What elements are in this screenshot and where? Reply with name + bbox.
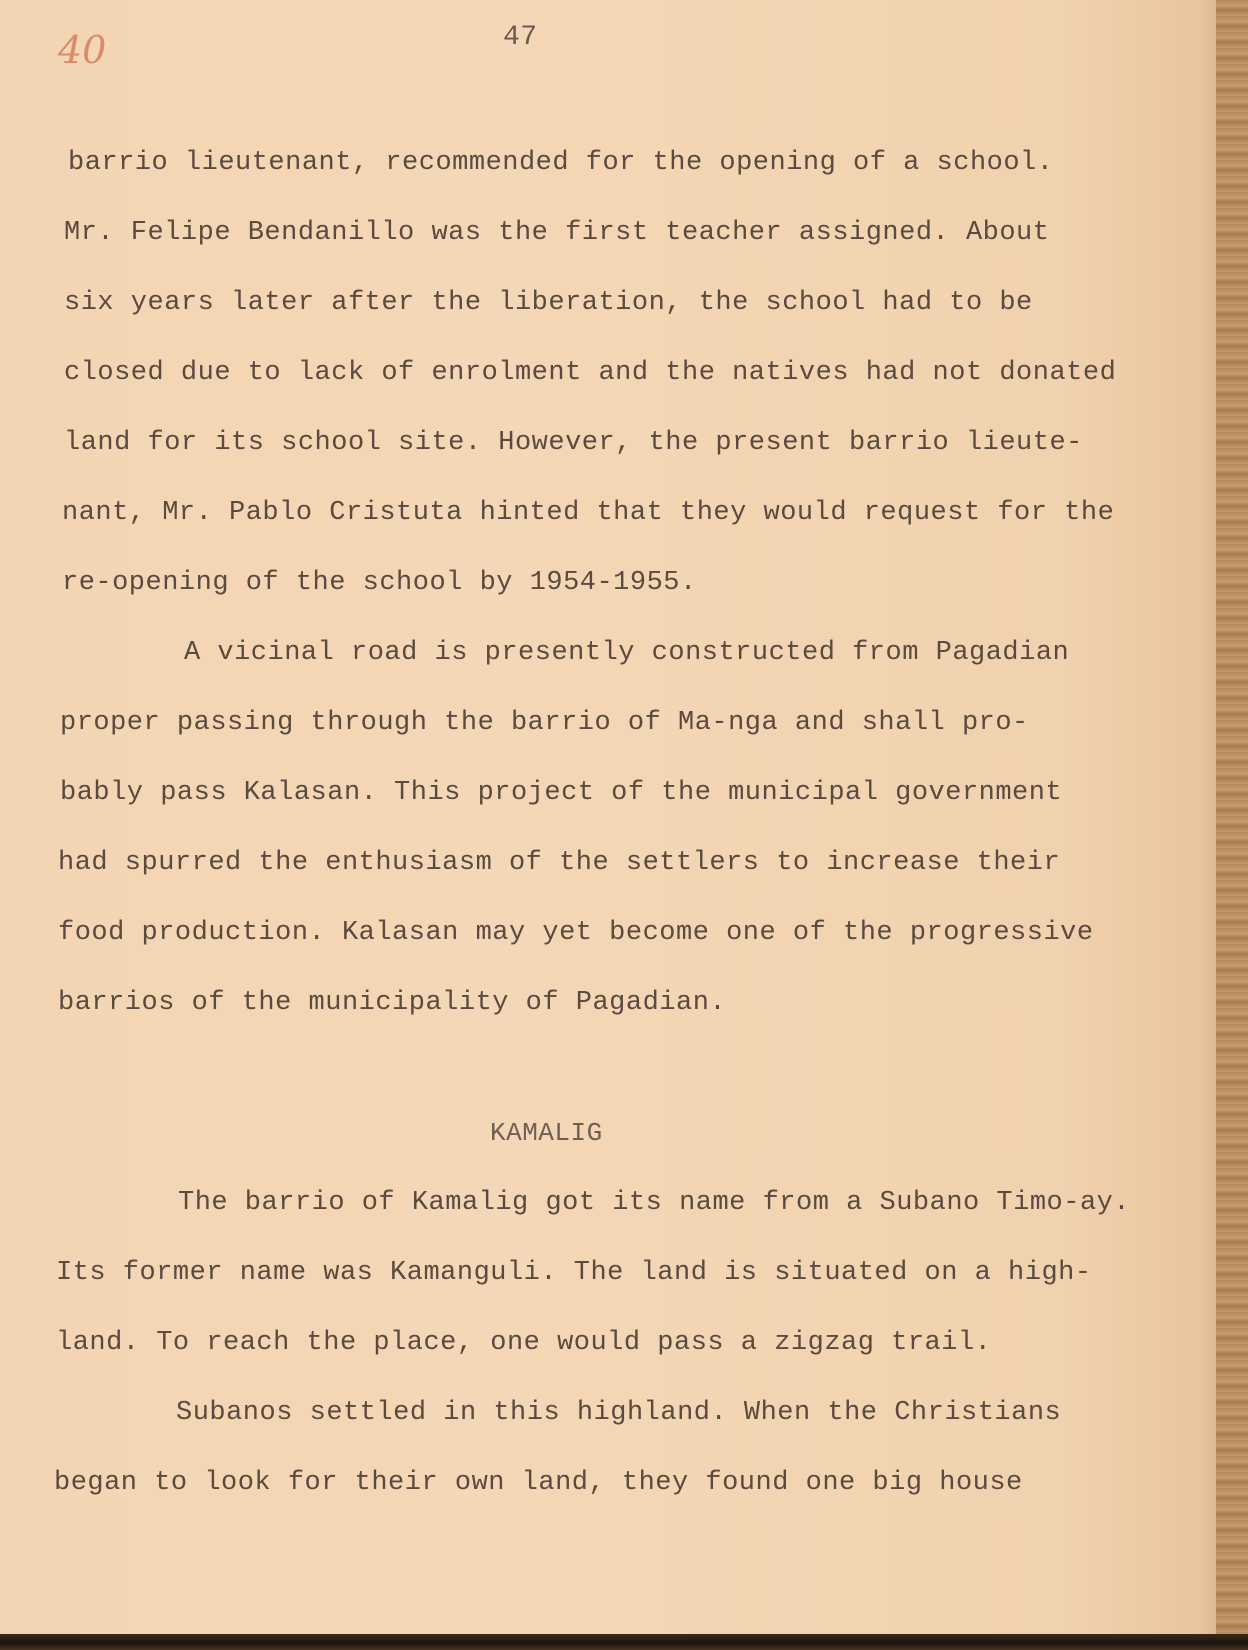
text-line: A vicinal road is presently constructed from Pagadian (184, 638, 1070, 668)
text-line: had spurred the enthusiasm of the settlers to increase their (58, 848, 1061, 878)
text-line: closed due to lack of enrolment and the natives had not donated (64, 358, 1117, 388)
page-number: 47 (503, 22, 538, 53)
text-line: land. To reach the place, one would pass a zigzag trail. (56, 1328, 992, 1358)
section-heading: KAMALIG (490, 1118, 603, 1148)
page-bottom-edge (0, 1634, 1248, 1650)
text-line: began to look for their own land, they found one big house (54, 1468, 1023, 1498)
text-line: land for its school site. However, the present barrio lieute- (64, 428, 1083, 458)
text-line: barrios of the municipality of Pagadian. (58, 988, 727, 1018)
text-line: barrio lieutenant, recommended for the opening of a school. (68, 148, 1054, 178)
text-line: The barrio of Kamalig got its name from a Subano Timo-ay. (178, 1188, 1131, 1218)
text-line: Mr. Felipe Bendanillo was the first teacher assigned. About (64, 218, 1050, 248)
text-line: six years later after the liberation, the school had to be (64, 288, 1033, 318)
handwritten-page-number: 40 (58, 28, 107, 72)
text-line: food production. Kalasan may yet become one of the progressive (58, 918, 1094, 948)
text-line: re-opening of the school by 1954-1955. (62, 568, 697, 598)
text-line: Its former name was Kamanguli. The land is situated on a high- (56, 1258, 1092, 1288)
text-line: Subanos settled in this highland. When the Christians (176, 1398, 1062, 1428)
text-line: bably pass Kalasan. This project of the municipal government (60, 778, 1063, 808)
book-binding-edge (1216, 0, 1248, 1650)
text-line: proper passing through the barrio of Ma-nga and shall pro- (60, 708, 1029, 738)
text-line: nant, Mr. Pablo Cristuta hinted that they would request for the (62, 498, 1115, 528)
